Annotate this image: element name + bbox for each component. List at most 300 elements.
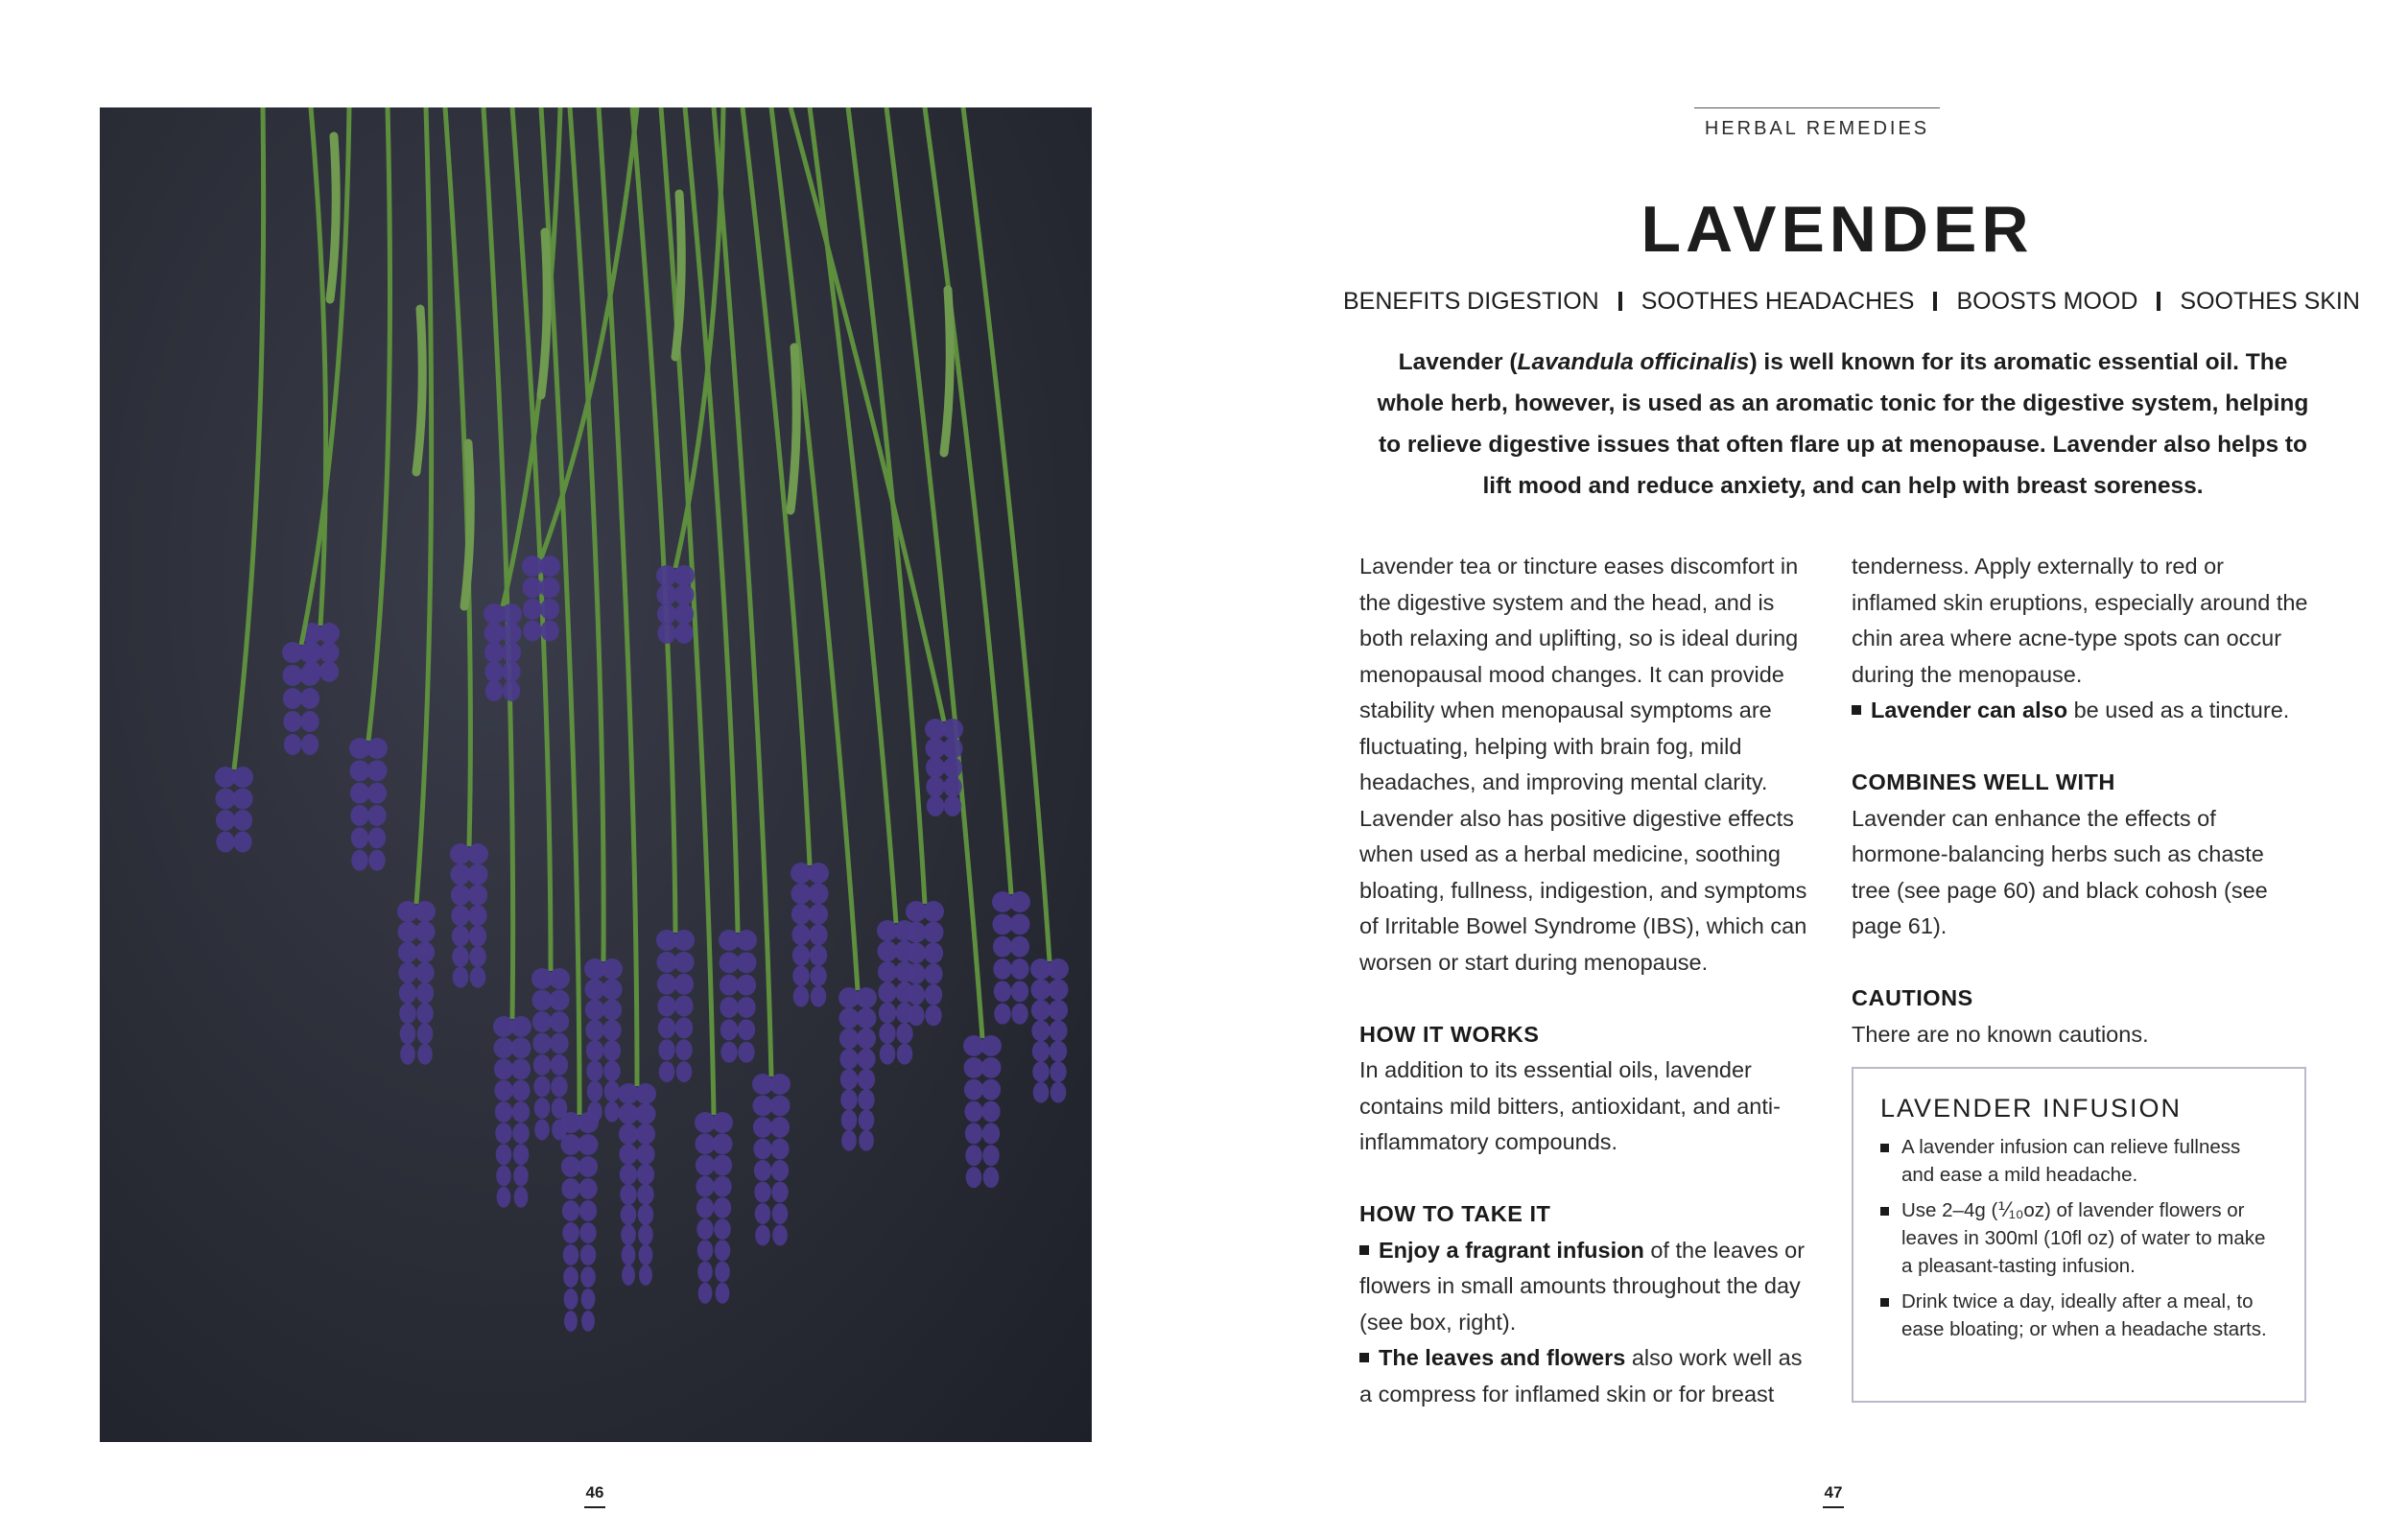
infusion-item	[1880, 1133, 2278, 1189]
flower-bud	[560, 1134, 580, 1155]
flower-bud	[737, 997, 755, 1018]
infusion-heading: LAVENDER INFUSION	[1880, 1094, 2183, 1123]
flower-bud	[579, 1222, 597, 1243]
body-paragraph: Lavender tea or tincture eases discomfort in the digestive system and the head, and is both relaxing and uplifting, so is ideal during menopausal mood changes. It can provide stability when menopausal symptoms are fluctuating, helping with brain fog, mild headaches, and improving mental clarity. Lavender also has positive digestive effects when used as a herbal medicine, soothing bloating, fullness, indigestion, and symptoms of Irritable Bowel Syndrome (IBS), which can worsen or start during menopause.	[1359, 554, 1807, 975]
flower-bud	[1031, 1020, 1050, 1041]
flower-bud	[965, 1145, 982, 1166]
flower-bud	[496, 1144, 512, 1165]
item-1-text: of the leaves or flowers in small amounts throughout the day (see box, right).	[1359, 1237, 1806, 1335]
flower-bud	[907, 942, 926, 963]
flower-bud	[674, 603, 694, 625]
flower-bud	[880, 1044, 896, 1065]
flower-bud	[963, 1057, 983, 1078]
flower-bud	[621, 1204, 637, 1225]
flower-bud	[604, 1081, 621, 1102]
item-3-text: be used as a tincture.	[2067, 698, 2290, 722]
flower-bud	[924, 963, 942, 984]
flower-bud	[502, 642, 521, 663]
flower-bud	[399, 1003, 416, 1024]
how-to-take-item-3	[1852, 693, 2308, 729]
flower-bud	[451, 885, 470, 906]
flower-bud	[696, 1197, 714, 1218]
flower-bud	[982, 1123, 1000, 1144]
flower-bud	[657, 603, 676, 625]
flower-bud	[674, 974, 694, 995]
flower-bud	[1011, 1004, 1028, 1025]
flower-bud	[579, 1200, 597, 1221]
flower-bud	[856, 987, 877, 1008]
flower-bud	[716, 1283, 730, 1304]
flower-bud	[697, 1240, 714, 1261]
infusion-item	[1880, 1196, 2278, 1280]
heading-combines: COMBINES WELL WITH	[1852, 769, 2115, 794]
flower-bud	[674, 623, 693, 644]
flower-bud	[561, 1156, 580, 1177]
flower-bud	[503, 680, 520, 701]
bullet-square-icon	[1880, 1298, 1889, 1307]
stem	[771, 107, 858, 990]
flower-bud	[585, 1020, 603, 1041]
flower-bud	[635, 1083, 656, 1104]
flower-bud	[351, 827, 368, 848]
flower-bud	[791, 904, 811, 925]
flower-bud	[301, 734, 319, 755]
flower-bud	[551, 1076, 568, 1098]
flower-bud	[495, 1123, 512, 1144]
flower-bud	[859, 1130, 874, 1151]
flower-bud	[216, 810, 235, 831]
flower-bud	[754, 1182, 771, 1203]
flower-bud	[563, 1266, 578, 1288]
flower-bud	[539, 578, 559, 599]
flower-bud	[809, 904, 828, 925]
flower-bud	[715, 1240, 731, 1261]
stem	[685, 107, 738, 933]
flower-bud	[400, 1044, 415, 1065]
flower-bud	[232, 767, 253, 788]
flower-bud	[619, 1123, 638, 1145]
flower-bud	[1010, 936, 1029, 958]
flower-bud	[927, 795, 944, 816]
flower-bud	[925, 984, 942, 1005]
flower-bud	[770, 1139, 789, 1160]
heading-how-to-take: HOW TO TAKE IT	[1359, 1201, 1551, 1226]
flower-bud	[452, 946, 469, 967]
flower-bud	[1033, 1082, 1050, 1103]
flower-bud	[562, 1222, 579, 1243]
flower-bud	[603, 1060, 621, 1081]
stem	[368, 107, 390, 741]
flower-bud	[712, 1112, 733, 1133]
flower-bud	[399, 982, 416, 1004]
flower-bud	[469, 946, 486, 967]
flower-bud	[925, 1005, 942, 1026]
flower-bud	[738, 1042, 755, 1063]
flower-bud	[809, 924, 827, 945]
infusion-item	[1880, 1288, 2278, 1343]
flower-bud	[620, 1184, 637, 1205]
flower-bud	[584, 979, 604, 1000]
flower-bud	[1049, 1000, 1068, 1021]
flower-bud	[737, 975, 756, 996]
heading-cautions: CAUTIONS	[1852, 985, 1973, 1010]
flower-bud	[858, 1069, 875, 1090]
flower-bud	[810, 965, 827, 986]
infusion-list	[1880, 1133, 2278, 1343]
flower-bud	[993, 958, 1011, 980]
cautions-text: There are no known cautions.	[1852, 1021, 2149, 1047]
flower-bud	[622, 1244, 636, 1265]
flower-bud	[1010, 958, 1028, 980]
flower-bud	[511, 1080, 530, 1101]
flower-bud	[897, 1044, 913, 1065]
flower-bud	[839, 1029, 859, 1050]
flower-bud	[585, 1000, 604, 1021]
flower-bud	[772, 1203, 789, 1224]
running-head: HERBAL REMEDIES	[1694, 107, 1940, 140]
flower-bud	[578, 1134, 598, 1155]
flower-bud	[580, 1266, 596, 1288]
flower-bud	[673, 565, 695, 586]
flower-bud	[878, 961, 897, 982]
flower-bud	[720, 1042, 738, 1063]
flower-bud	[539, 556, 560, 577]
benefit-digestion: BENEFITS DIGESTION	[1343, 288, 1599, 315]
flower-bud	[942, 719, 963, 740]
flower-bud	[549, 968, 570, 989]
flower-bud	[621, 1224, 636, 1245]
page-number-left: 46	[566, 1483, 624, 1508]
flower-bud	[283, 711, 301, 732]
flower-bud	[637, 1164, 654, 1185]
flower-bud	[752, 1096, 772, 1117]
flower-bud	[587, 1081, 603, 1102]
flower-bud	[964, 1101, 982, 1123]
flower-bud	[639, 1265, 652, 1286]
flower-bud	[510, 1037, 531, 1058]
flower-bud	[494, 1058, 513, 1079]
flower-bud	[923, 922, 943, 943]
flower-bud	[857, 1049, 875, 1070]
flower-bud	[496, 1166, 511, 1187]
benefit-separator	[2157, 292, 2160, 311]
flower-bud	[714, 1218, 731, 1240]
flower-bud	[299, 665, 319, 686]
flower-bud	[581, 1289, 596, 1310]
leaf	[944, 290, 950, 453]
lavender-illustration	[100, 107, 1092, 1442]
heading-how-it-works: HOW IT WORKS	[1359, 1021, 1540, 1047]
flower-bud	[563, 1244, 579, 1265]
flower-bud	[540, 621, 558, 642]
flower-bud	[513, 1144, 530, 1165]
benefit-separator	[1618, 292, 1622, 311]
flower-bud	[719, 952, 739, 973]
flower-bud	[534, 1120, 550, 1141]
flower-bud	[398, 962, 416, 983]
flower-bud	[981, 1079, 1001, 1100]
flower-bud	[602, 958, 623, 980]
flower-bud	[497, 1187, 511, 1208]
flower-bud	[673, 952, 694, 973]
flower-bud	[738, 1019, 755, 1040]
flower-bud	[604, 1101, 620, 1123]
leaf	[791, 347, 796, 510]
item-2-continued: tenderness. Apply externally to red or inflamed skin eruptions, especially around the chin area where acne-type spots can occur during the menopause.	[1852, 554, 2308, 687]
flower-bud	[1030, 979, 1051, 1000]
flower-bud	[907, 963, 925, 984]
flower-bud	[550, 1011, 569, 1032]
text-column-right	[1852, 549, 2308, 1052]
flower-bud	[366, 760, 387, 781]
flower-bud	[620, 1164, 637, 1185]
flower-bud	[501, 603, 522, 625]
bullet-square-icon	[1880, 1144, 1889, 1152]
flower-bud	[942, 738, 962, 759]
flower-bud	[493, 1037, 513, 1058]
text-column-left	[1359, 549, 1816, 1412]
intro-text-start: Lavender (	[1398, 349, 1518, 375]
flower-bud	[622, 1265, 635, 1286]
flower-bud	[713, 1176, 731, 1197]
flower-bud	[587, 1101, 602, 1123]
flower-bud	[1048, 979, 1068, 1000]
flower-bud	[319, 661, 339, 682]
flower-bud	[1051, 1082, 1067, 1103]
latin-name: Lavandula officinalis	[1517, 349, 1750, 375]
flower-bud	[841, 1110, 858, 1131]
flower-bud	[532, 1033, 551, 1054]
bullet-square-icon	[1359, 1245, 1369, 1255]
flower-bud	[858, 1089, 875, 1110]
flower-bud	[586, 1040, 603, 1061]
flower-bud	[657, 996, 675, 1017]
flower-bud	[300, 688, 319, 709]
flower-bud	[451, 905, 469, 926]
benefit-skin: SOOTHES SKIN	[2180, 288, 2360, 315]
item-1-bold: Enjoy a fragrant infusion	[1379, 1237, 1644, 1263]
flower-bud	[1050, 1041, 1067, 1062]
flower-bud	[791, 924, 810, 945]
stem	[743, 107, 810, 865]
flower-bud	[513, 1166, 529, 1187]
flower-bud	[980, 1057, 1001, 1078]
flower-bud	[771, 1160, 789, 1181]
flower-bud	[791, 883, 811, 904]
flower-bud	[523, 599, 542, 620]
flower-bud	[982, 1145, 1000, 1166]
flower-bud	[564, 1311, 578, 1332]
flower-bud	[468, 885, 487, 906]
flower-bud	[299, 642, 320, 663]
flower-bud	[414, 901, 436, 922]
flower-bud	[698, 1283, 713, 1304]
flower-bud	[502, 661, 520, 682]
flower-bud	[215, 789, 235, 810]
bullet-square-icon	[1880, 1207, 1889, 1216]
flower-bud	[859, 1110, 875, 1131]
stem	[234, 107, 264, 769]
flower-bud	[925, 738, 945, 759]
flower-bud	[877, 940, 897, 961]
flower-bud	[1031, 1000, 1051, 1021]
flower-bud	[753, 1117, 772, 1138]
flower-bud	[908, 1005, 925, 1026]
infusion-item-text: A lavender infusion can relieve fullness and ease a mild headache.	[1901, 1136, 2241, 1186]
flower-bud	[980, 1035, 1002, 1056]
flower-bud	[673, 584, 694, 605]
flower-bud	[695, 1133, 715, 1154]
flower-bud	[714, 1197, 731, 1218]
flower-bud	[769, 1096, 790, 1117]
flower-bud	[533, 1054, 551, 1076]
item-2-text: also work well as a compress for inflamed skin or for breast	[1359, 1345, 1803, 1407]
flower-bud	[657, 974, 676, 995]
flower-bud	[531, 990, 552, 1011]
flower-bud	[636, 1144, 654, 1165]
flower-bud	[696, 1218, 714, 1240]
flower-bud	[696, 1154, 715, 1175]
flower-bud	[510, 1016, 531, 1037]
flower-bud	[713, 1154, 732, 1175]
flower-bud	[450, 863, 470, 885]
flower-bud	[283, 688, 302, 709]
flower-bud	[417, 1044, 433, 1065]
intro-paragraph	[1368, 342, 2318, 507]
flower-bud	[943, 757, 962, 778]
benefit-separator	[1933, 292, 1937, 311]
flower-bud	[602, 1000, 622, 1021]
flower-bud	[495, 1101, 512, 1123]
flower-bud	[350, 805, 368, 826]
flower-bud	[981, 1101, 1000, 1123]
flower-bud	[879, 1023, 896, 1044]
flower-bud	[367, 783, 387, 804]
flower-bud	[284, 734, 301, 755]
flower-bud	[1009, 891, 1030, 912]
flower-bud	[638, 1224, 653, 1245]
flower-bud	[720, 1019, 738, 1040]
flower-bud	[602, 979, 622, 1000]
flower-bud	[603, 1040, 621, 1061]
flower-bud	[637, 1184, 654, 1205]
flower-bud	[808, 883, 828, 904]
flower-bud	[896, 1023, 913, 1044]
flower-bud	[856, 1007, 876, 1029]
page-title: LAVENDER	[1641, 193, 2034, 266]
flower-bud	[533, 1076, 551, 1098]
flower-bud	[368, 850, 386, 871]
flower-bud	[712, 1133, 732, 1154]
flower-bud	[838, 1007, 859, 1029]
flower-bud	[580, 1244, 597, 1265]
flower-bud	[415, 942, 435, 963]
flower-bud	[602, 1020, 621, 1041]
flower-bud	[965, 1123, 982, 1144]
flower-bud	[453, 967, 469, 988]
flower-bud	[561, 1178, 579, 1199]
flower-bud	[879, 1003, 896, 1024]
flower-bud	[736, 930, 757, 951]
flower-bud	[994, 1004, 1011, 1025]
flower-bud	[467, 843, 488, 864]
bullet-square-icon	[1852, 705, 1861, 715]
flower-bud	[944, 795, 961, 816]
flower-bud	[514, 1187, 529, 1208]
flower-bud	[512, 1123, 530, 1144]
flower-bud	[319, 642, 339, 663]
flower-bud	[494, 1080, 512, 1101]
flower-bud	[755, 1203, 771, 1224]
flower-bud	[1032, 1061, 1050, 1082]
flower-bud	[926, 776, 944, 797]
flower-bud	[675, 1017, 693, 1038]
flower-bud	[808, 863, 829, 884]
flower-bud	[769, 1074, 791, 1095]
flower-bud	[923, 901, 944, 922]
flower-bud	[1049, 1020, 1067, 1041]
flower-bud	[551, 1054, 568, 1076]
flower-bud	[398, 942, 417, 963]
flower-bud	[233, 810, 252, 831]
flower-bud	[282, 665, 302, 686]
flower-bud	[511, 1058, 531, 1079]
flower-bud	[720, 975, 739, 996]
flower-bud	[586, 1060, 603, 1081]
how-to-take-item-1	[1359, 1233, 1816, 1341]
infusion-box	[1852, 1067, 2306, 1403]
flower-bud	[512, 1101, 530, 1123]
flower-bud	[840, 1089, 858, 1110]
flower-bud	[657, 623, 675, 644]
leaf	[541, 232, 547, 395]
leaf	[416, 309, 422, 472]
flower-bud	[397, 921, 417, 942]
flower-bud	[470, 967, 486, 988]
flower-bud	[878, 981, 896, 1003]
flower-bud	[753, 1139, 771, 1160]
flower-bud	[366, 738, 388, 759]
flower-bud	[792, 965, 810, 986]
flower-bud	[676, 1061, 693, 1082]
infusion-item-text: Drink twice a day, ideally after a meal, to ease bloating; or when a headache starts.	[1901, 1290, 2267, 1340]
flower-bud	[1032, 1041, 1050, 1062]
flower-bud	[485, 680, 503, 701]
flower-bud	[417, 1024, 434, 1045]
flower-bud	[416, 1003, 434, 1024]
flower-bud	[564, 1289, 578, 1310]
flower-bud	[578, 1178, 597, 1199]
flower-bud	[966, 1167, 982, 1188]
flower-bud	[715, 1262, 730, 1283]
flower-bud	[674, 996, 693, 1017]
item-3-bold: Lavender can also	[1871, 698, 2068, 722]
flower-bud	[673, 930, 695, 951]
flower-bud	[924, 942, 943, 963]
benefit-headaches: SOOTHES HEADACHES	[1641, 288, 1915, 315]
flower-bud	[755, 1225, 770, 1246]
flower-bud	[484, 661, 503, 682]
flower-bud	[656, 952, 676, 973]
flower-bud	[926, 757, 945, 778]
flower-bud	[658, 1017, 675, 1038]
flower-bud	[349, 760, 369, 781]
flower-bud	[467, 863, 487, 885]
flower-bud	[696, 1176, 714, 1197]
flower-bud	[618, 1103, 638, 1124]
leaf	[675, 194, 681, 357]
flower-bud	[906, 922, 926, 943]
